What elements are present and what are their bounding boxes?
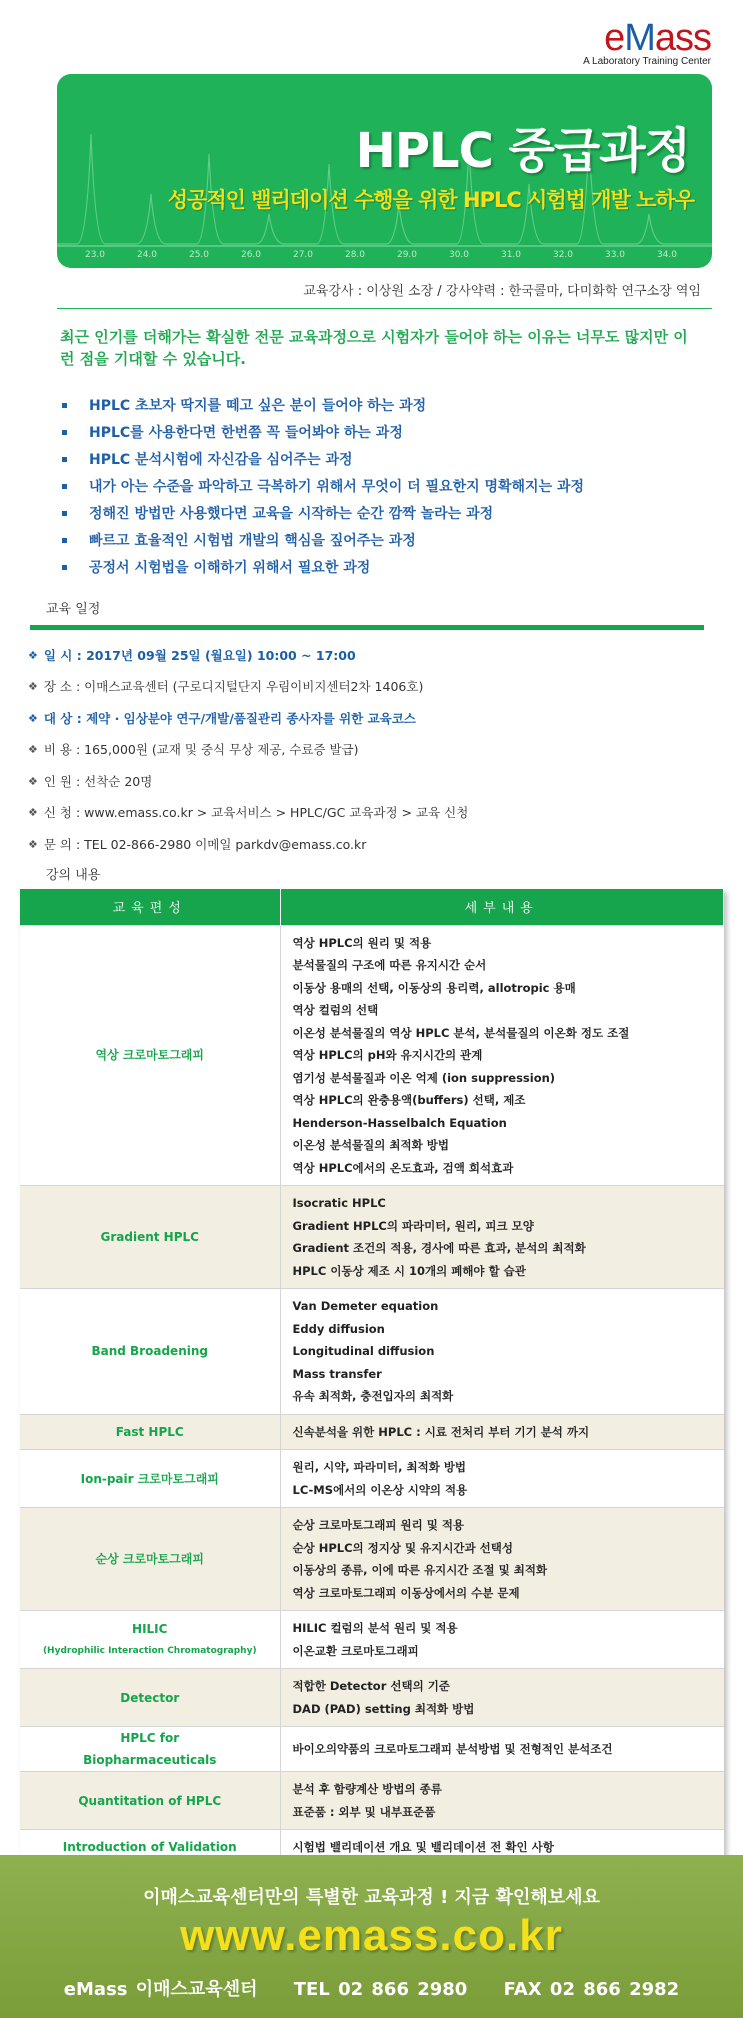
footer-fax: FAX 02 866 2982 — [503, 1979, 680, 2000]
diamond-bullet-icon: ❖ — [28, 774, 38, 788]
category-cell: Fast HPLC — [20, 1414, 280, 1450]
axis-tick: 24.0 — [136, 250, 158, 260]
details-cell: 신속분석을 위한 HPLC : 시료 전처리 부터 기기 분석 까지 — [280, 1414, 724, 1450]
axis-tick: 28.0 — [344, 250, 366, 260]
emass-logo[interactable] — [583, 18, 711, 67]
axis-tick: 23.0 — [84, 250, 106, 260]
footer-tel: TEL 02 866 2980 — [293, 1979, 468, 2000]
details-cell: Isocratic HPLC Gradient HPLC의 파라미터, 원리, 피크 모양 Gradient 조건의 적용, 경사에 따른 효과, 분석의 최적화 HPLC 이동상 제조 시 10개의 폐해야 할 습관 — [280, 1186, 724, 1289]
axis-tick: 31.0 — [500, 250, 522, 260]
axis-tick: 30.0 — [448, 250, 470, 260]
category-cell: Detector — [20, 1669, 280, 1727]
schedule-item[interactable]: ❖ 문 의 : TEL 02-866-2980 이메일 parkdv@emass.co.kr — [28, 829, 468, 861]
bullet-square-icon — [62, 511, 67, 516]
logo-tagline: A Laboratory Training Center — [583, 56, 711, 67]
list-item: HPLC 분석시험에 자신감을 심어주는 과정 — [62, 446, 584, 473]
schedule-divider — [30, 625, 704, 630]
diamond-bullet-icon: ❖ — [28, 680, 38, 694]
axis-tick: 34.0 — [656, 250, 678, 260]
benefit-list — [62, 392, 584, 581]
diamond-bullet-icon: ❖ — [28, 837, 38, 851]
diamond-bullet-icon: ❖ — [28, 648, 38, 662]
axis-tick: 33.0 — [604, 250, 626, 260]
details-cell: 원리, 시약, 파라미터, 최적화 방법 LC-MS에서의 이온상 시약의 적용 — [280, 1450, 724, 1508]
category-cell: 역상 크로마토그래피 — [20, 925, 280, 1186]
diamond-bullet-icon: ❖ — [28, 743, 38, 757]
details-cell: 바이오의약품의 크로마토그래피 분석방법 및 전형적인 분석조건 — [280, 1727, 724, 1772]
table-row — [20, 1727, 724, 1772]
column-header-category: 교육편성 — [20, 889, 280, 925]
schedule-heading: 교육 일정 — [46, 602, 101, 617]
category-cell: Introduction of Validation — [20, 1830, 280, 1865]
details-cell: Van Demeter equation Eddy diffusion Longitudinal diffusion Mass transfer 유속 최적화, 충전입자의 최적화 — [280, 1289, 724, 1415]
instructor-info: 교육강사 : 이상원 소장 / 강사약력 : 한국콜마, 다미화학 연구소장 역임 — [303, 284, 701, 299]
axis-tick: 29.0 — [396, 250, 418, 260]
category-cell: Band Broadening — [20, 1289, 280, 1415]
schedule-item: ❖ 비 용 : 165,000원 (교재 및 중식 무상 제공, 수료증 발급) — [28, 735, 468, 767]
table-row — [20, 1669, 724, 1727]
logo-wordmark: eMass — [604, 17, 711, 59]
details-cell: 역상 HPLC의 원리 및 적용 분석물질의 구조에 따른 유지시간 순서 이동상 용매의 선택, 이동상의 용리력, allotropic 용매 역상 컬럼의 선택 이온성 분석물질의 역상 HPLC 분석, 분석물질의 이온화 정도 조절 역상 HPLC의 pH와 유지시간의 관계 염기성 분석물질과 이온 억제 (ion suppression) 역상 HPLC의 완충용액(buffers) 선택, 제조 Henderson-Hasselbalch Equation 이온성 분석물질의 최적화 방법 역상 HPLC에서의 온도효과, 검액 희석효과 — [280, 925, 724, 1186]
category-cell: 순상 크로마토그래피 — [20, 1508, 280, 1611]
footer-brand: eMass 이매스교육센터 — [63, 1979, 258, 2000]
diamond-bullet-icon: ❖ — [28, 806, 38, 820]
schedule-item: ❖ 인 원 : 선착순 20명 — [28, 766, 468, 798]
category-cell: Quantitation of HPLC — [20, 1772, 280, 1830]
details-cell: 적합한 Detector 선택의 기준 DAD (PAD) setting 최적화 방법 — [280, 1669, 724, 1727]
bullet-square-icon — [62, 457, 67, 462]
bullet-square-icon — [62, 565, 67, 570]
list-item: 빠르고 효율적인 시험법 개발의 핵심을 짚어주는 과정 — [62, 527, 584, 554]
axis-tick: 27.0 — [292, 250, 314, 260]
list-item: HPLC를 사용한다면 한번쯤 꼭 들어봐야 하는 과정 — [62, 419, 584, 446]
table-row — [20, 1508, 724, 1611]
table-row — [20, 1450, 724, 1508]
details-cell: 시험법 밸리데이션 개요 및 밸리데이션 전 확인 사항 — [280, 1830, 724, 1865]
category-cell: HILIC (Hydrophilic Interaction Chromatography) — [20, 1611, 280, 1669]
list-item: HPLC 초보자 딱지를 떼고 싶은 분이 들어야 하는 과정 — [62, 392, 584, 419]
table-row — [20, 1611, 724, 1669]
table-row — [20, 1186, 724, 1289]
footer-banner — [0, 1855, 743, 2018]
table-row — [20, 1289, 724, 1415]
column-header-details: 세부내용 — [280, 889, 724, 925]
divider — [57, 308, 712, 309]
axis-tick: 25.0 — [188, 250, 210, 260]
schedule-item: ❖ 대 상 : 제약 · 임상분야 연구/개발/품질관리 종사자를 위한 교육코스 — [28, 703, 468, 735]
chromatogram-axis — [57, 250, 712, 264]
category-cell: HPLC for Biopharmaceuticals — [20, 1727, 280, 1772]
schedule-item: ❖ 장 소 : 이매스교육센터 (구로디지털단지 우림이비지센터2차 1406호) — [28, 672, 468, 704]
list-item: 내가 아는 수준을 파악하고 극복하기 위해서 무엇이 더 필요한지 명확해지는 과정 — [62, 473, 584, 500]
course-subtitle: 성공적인 밸리데이션 수행을 위한 HPLC 시험법 개발 노하우 — [167, 188, 694, 212]
schedule-item: ❖ 일 시 : 2017년 09월 25일 (월요일) 10:00 ~ 17:00 — [28, 640, 468, 672]
schedule-item[interactable]: ❖ 신 청 : www.emass.co.kr > 교육서비스 > HPLC/GC 교육과정 > 교육 신청 — [28, 798, 468, 830]
axis-tick: 26.0 — [240, 250, 262, 260]
diamond-bullet-icon: ❖ — [28, 711, 38, 725]
axis-tick: 32.0 — [552, 250, 574, 260]
course-title: HPLC 중급과정 — [355, 123, 690, 179]
bullet-square-icon — [62, 430, 67, 435]
details-cell: 순상 크로마토그래피 원리 및 적용 순상 HPLC의 정지상 및 유지시간과 선택성 이동상의 종류, 이에 따른 유지시간 조절 및 최적화 역상 크로마토그래피 이동상에서의 수분 문제 — [280, 1508, 724, 1611]
curriculum-table — [20, 889, 724, 1865]
category-cell: Gradient HPLC — [20, 1186, 280, 1289]
intro-text: 최근 인기를 더해가는 확실한 전문 교육과정으로 시험자가 들어야 하는 이유는 너무도 많지만 이런 점을 기대할 수 있습니다. — [60, 328, 688, 368]
schedule-list — [28, 640, 468, 861]
footer-website-link[interactable]: www.emass.co.kr — [180, 1911, 563, 1960]
content-heading: 강의 내용 — [46, 868, 101, 883]
details-cell: HILIC 컬럼의 분석 원리 및 적용 이온교환 크로마토그래피 — [280, 1611, 724, 1669]
bullet-square-icon — [62, 538, 67, 543]
table-row — [20, 1772, 724, 1830]
footer-contact — [0, 1975, 743, 2001]
list-item: 정해진 방법만 사용했다면 교육을 시작하는 순간 깜짝 놀라는 과정 — [62, 500, 584, 527]
bullet-square-icon — [62, 484, 67, 489]
table-row — [20, 925, 724, 1186]
course-banner — [57, 74, 712, 268]
footer-tagline: 이매스교육센터만의 특별한 교육과정 ! 지금 확인해보세요 — [143, 1887, 600, 1908]
category-cell: Ion-pair 크로마토그래피 — [20, 1450, 280, 1508]
bullet-square-icon — [62, 403, 67, 408]
list-item: 공정서 시험법을 이해하기 위해서 필요한 과정 — [62, 554, 584, 581]
table-row — [20, 1414, 724, 1450]
details-cell: 분석 후 함량계산 방법의 종류 표준품 : 외부 및 내부표준품 — [280, 1772, 724, 1830]
